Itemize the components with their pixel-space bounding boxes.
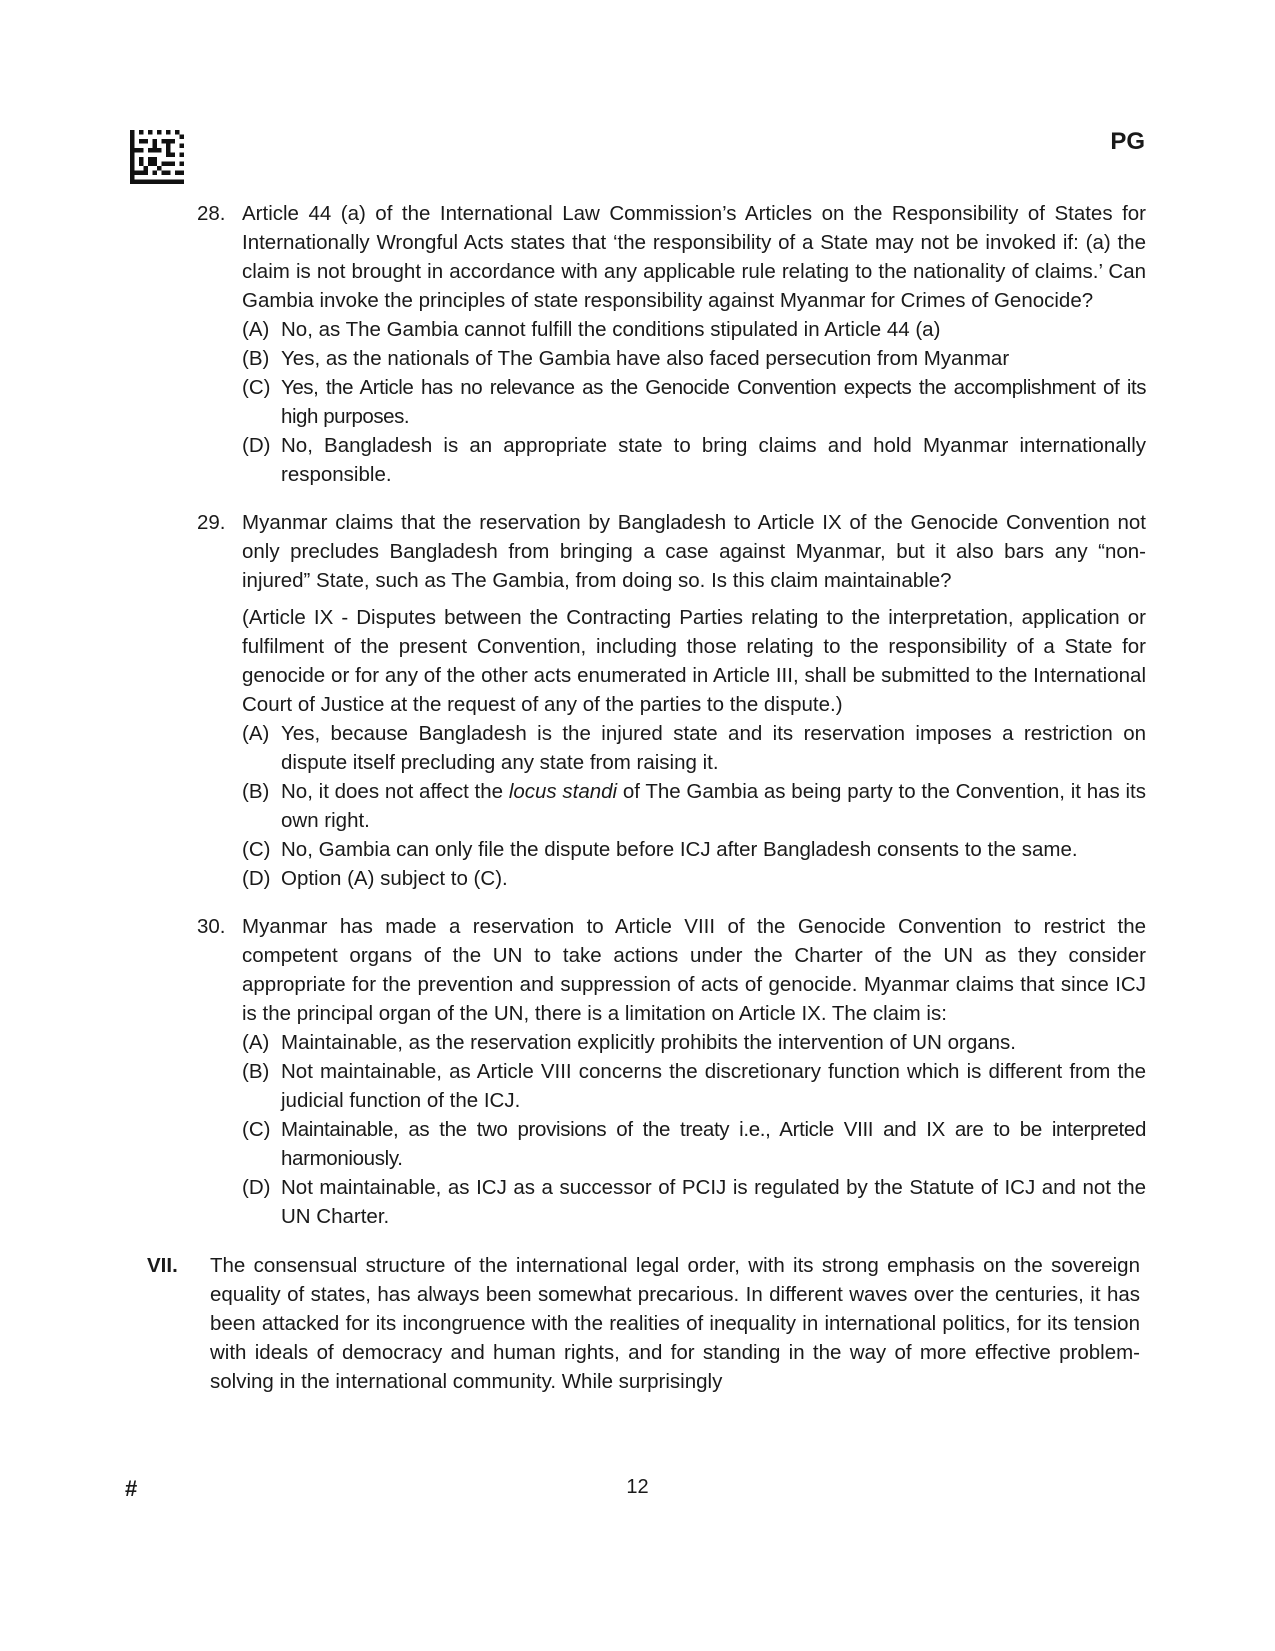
question-text: Myanmar has made a reservation to Article VIII of the Genocide Convention to restrict the competent organs of the UN to take actions under the Charter of the UN as they consider appropriate for the prevention and suppression of acts of genocide. Myanmar claims that since ICJ is the principal organ of the UN, there is a limitation on Article IX. The claim is: [242,915,1146,1025]
question-text: Myanmar claims that the reservation by Bangladesh to Article IX of the Genocide Convention not only precludes Bangladesh from bringing a case against Myanmar, but it also bars any “non-injured” State, such as The Gambia, from doing so. Is this claim maintainable? [242,511,1146,592]
option-list [242,1028,1146,1231]
option-c [242,1115,1146,1173]
option-label: (B) [242,780,270,803]
article-excerpt: (Article IX - Disputes between the Contracting Parties relating to the interpretation, application or fulfilment of the present Convention, including those relating to the responsibility of a State for genocide or for any of the other acts enumerated in Article III, shall be submitted to the International Court of Justice at the request of any of the parties to the dispute.) [242,606,1146,716]
option-label: (B) [242,347,270,370]
question-number: 30. [197,915,226,938]
question-number: 29. [197,511,226,534]
option-b [242,1057,1146,1115]
option-text-italic: locus standi [508,780,618,803]
option-label: (D) [242,867,271,890]
question-text: Article 44 (a) of the International Law Commission’s Articles on the Responsibility of States for Internationally Wrongful Acts states that ‘the responsibility of a State may not be invoked if: (a) the claim is not brought in accordance with any applicable rule relating to the nationality of claims.’ Can Gambia invoke the principles of state responsibility against Myanmar for Crimes of Genocide? [242,202,1146,312]
option-list [242,719,1146,893]
option-d [242,431,1146,489]
datamatrix-code-icon [130,130,184,184]
option-d [242,1173,1146,1231]
option-b [242,777,1146,835]
page-number: 12 [626,1476,649,1498]
option-text: Maintainable, as the two provisions of the treaty i.e., Article VIII and IX are to be interpreted harmoniously. [281,1118,1146,1170]
option-c [242,835,1146,864]
option-text: Yes, because Bangladesh is the injured state and its reservation imposes a restriction on dispute itself precluding any state from raising it. [281,722,1146,774]
option-label: (C) [242,1118,271,1141]
question-content [0,199,1275,1396]
option-text: Not maintainable, as Article VIII concerns the discretionary function which is different from the judicial function of the ICJ. [281,1060,1146,1112]
section-label: VII. [147,1254,178,1277]
question-30 [198,912,1146,1231]
option-a [242,719,1146,777]
option-d [242,864,1146,893]
option-label: (C) [242,838,271,861]
option-text: Maintainable, as the reservation explicitly prohibits the intervention of UN organs. [281,1031,1016,1054]
option-label: (C) [242,376,271,399]
option-text: Yes, the Article has no relevance as the Genocide Convention expects the accomplishment of its high purposes. [281,376,1146,428]
option-text: Yes, as the nationals of The Gambia have also faced persecution from Myanmar [281,347,1010,370]
passage-text: The consensual structure of the international legal order, with its strong emphasis on the sovereign equality of states, has always been somewhat precarious. In different waves over the centuries, it has been attacked for its incongruence with the realities of inequality in international politics, for its tension with ideals of democracy and human rights, and for standing in the way of more effective problem-solving in the international community. While surprisingly [210,1254,1140,1393]
option-label: (B) [242,1060,270,1083]
option-text: No, as The Gambia cannot fulfill the conditions stipulated in Article 44 (a) [281,318,941,341]
passage-section-vii [147,1251,1140,1396]
option-label: (A) [242,318,270,341]
option-b [242,344,1146,373]
option-label: (D) [242,434,271,457]
question-number: 28. [197,202,226,225]
option-text: Not maintainable, as ICJ as a successor of PCIJ is regulated by the Statute of ICJ and not the UN Charter. [281,1176,1146,1228]
option-label: (A) [242,1031,270,1054]
question-28 [198,199,1146,489]
option-a [242,1028,1146,1057]
option-text: of The Gambia as being party to the Convention, it has its own right. [281,780,1147,832]
option-text: Option (A) subject to (C). [281,867,508,890]
option-label: (D) [242,1176,271,1199]
option-a [242,315,1146,344]
option-list [242,315,1146,489]
set-code: PG [1110,128,1145,155]
option-text: No, Bangladesh is an appropriate state to bring claims and hold Myanmar internationally responsible. [281,434,1146,486]
option-text: No, it does not affect the [281,780,509,803]
option-c [242,373,1146,431]
footer-hash: # [125,1476,138,1501]
option-text: No, Gambia can only file the dispute before ICJ after Bangladesh consents to the same. [281,838,1078,861]
option-label: (A) [242,722,270,745]
question-29 [198,508,1146,893]
